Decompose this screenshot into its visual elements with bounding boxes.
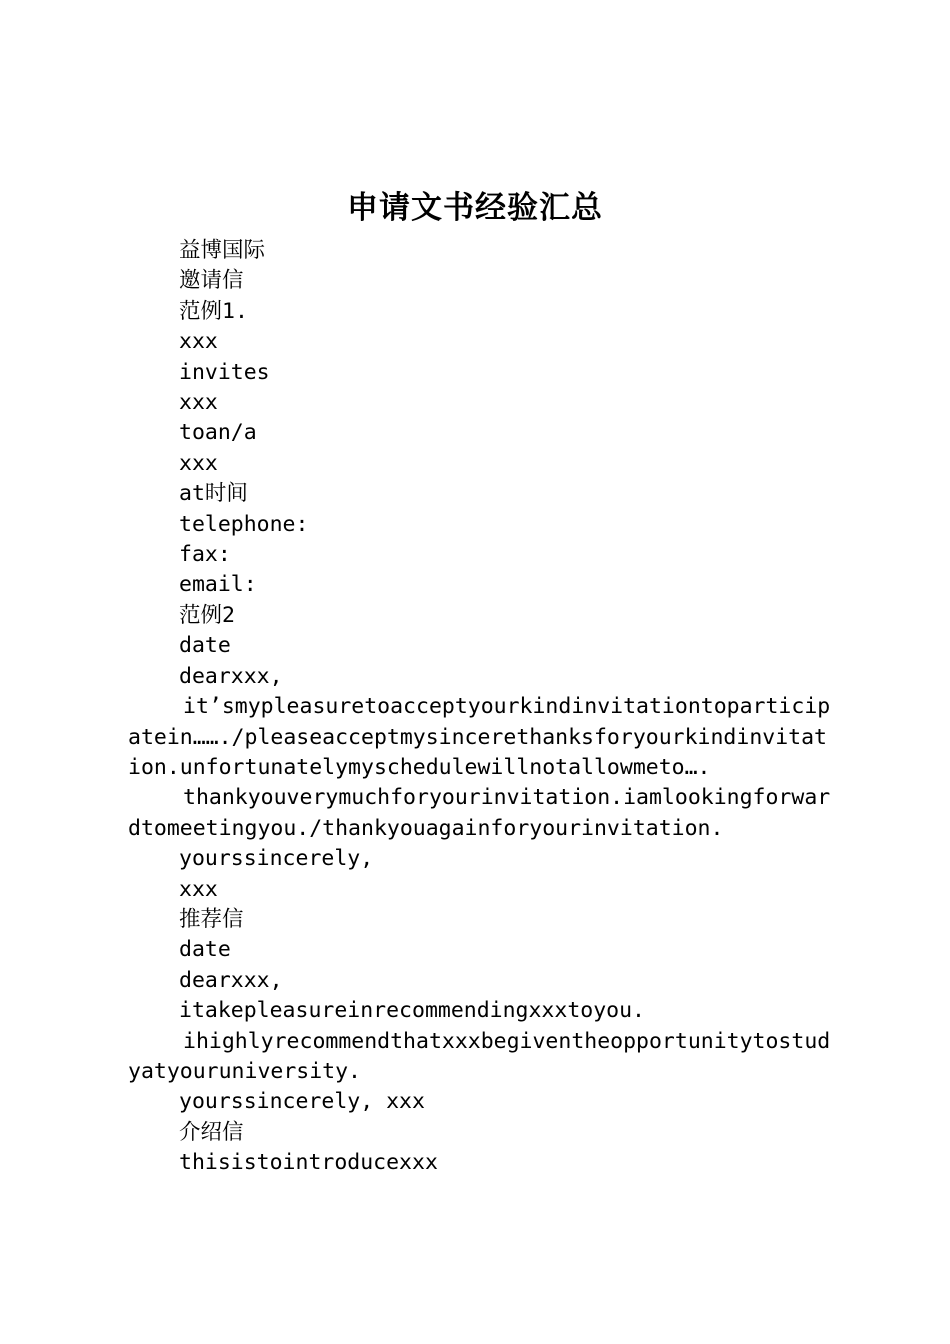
body-line: dearxxx, — [179, 967, 283, 993]
document-title: 申请文书经验汇总 — [347, 190, 603, 226]
body-line: date — [179, 937, 231, 963]
body-line: xxx — [179, 390, 218, 416]
body-line: at时间 — [179, 481, 248, 507]
body-paragraph: ihighlyrecommendthatxxxbegiventheopportunitytostudyatyouruniversity. — [128, 1028, 831, 1084]
body-line: 介绍信 — [179, 1119, 244, 1145]
document-body — [128, 236, 834, 1179]
body-paragraph: thankyouverymuchforyourinvitation.iamlookingforwardtomeetingyou./thankyouagainforyourinvitation. — [128, 785, 831, 841]
body-line: yourssincerely, xxx — [179, 1089, 425, 1115]
body-line: itakepleasureinrecommendingxxxtoyou. — [179, 998, 645, 1024]
body-line: invites — [179, 359, 270, 385]
body-line: 范例2 — [179, 602, 235, 628]
body-line: fax: — [179, 542, 231, 568]
body-line: 邀请信 — [179, 268, 244, 294]
body-line: xxx — [179, 450, 218, 476]
body-line: thisistointroducexxx — [179, 1150, 438, 1176]
body-line: 范例1. — [179, 298, 248, 324]
body-line: email: — [179, 572, 257, 598]
body-line: dearxxx, — [179, 663, 283, 689]
body-line: xxx — [179, 876, 218, 902]
body-line: toan/a — [179, 420, 257, 446]
body-paragraph: it’smypleasuretoacceptyourkindinvitationtoparticipatein……./pleaseacceptmysincerethanksforyourkindinvitation.unfortunatelymyschedulewillnotallowmeto…. — [128, 694, 831, 780]
body-line: xxx — [179, 329, 218, 355]
body-line: 推荐信 — [179, 906, 244, 932]
body-line: date — [179, 633, 231, 659]
body-line: telephone: — [179, 511, 309, 537]
body-line: 益博国际 — [179, 238, 266, 263]
body-line: yourssincerely, — [179, 846, 374, 872]
